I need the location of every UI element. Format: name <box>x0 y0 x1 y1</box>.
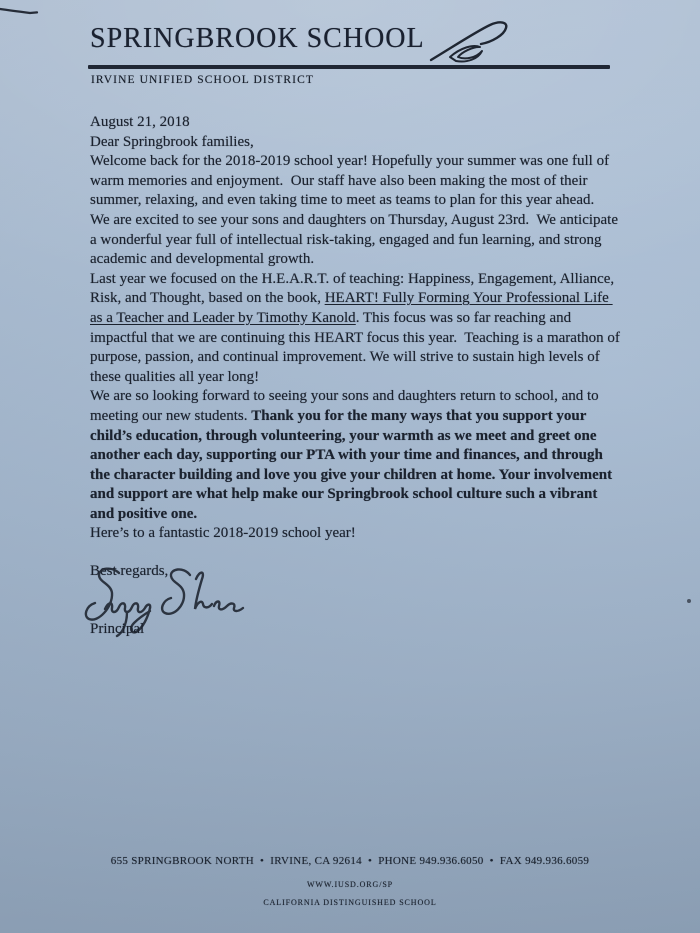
paragraph-welcome: Welcome back for the 2018-2019 school year! Hopefully your summer was one full of warm memories and enjoyment. Our staff have also been making the most of their summer, relaxing, and even taking time to meet as teams to plan for this year ahead. <box>90 153 613 209</box>
paragraph-thank-you: We are so looking forward to seeing your sons and daughters return to school, and to meeting our new students. Thank you for the many ways that you support your child’s education, through volunteering, your warmth as we meet and greet one another each day, supporting our PTA with your time and finances, and through the character building and love you give your children at home. Your involvement and support are what help make our Springbrook school culture such a vibrant and positive one. <box>90 388 616 522</box>
letter-date: August 21, 2018 <box>90 114 190 130</box>
salutation: Dear Springbrook families, <box>90 133 254 150</box>
letterhead-title-row <box>88 20 610 64</box>
school-name: SPRINGBROOK SCHOOL <box>90 23 425 54</box>
letterhead <box>88 20 610 86</box>
signature-title: Principal <box>90 620 145 637</box>
paragraph-heart-focus: Last year we focused on the H.E.A.R.T. of teaching: Happiness, Engagement, Alliance, Risk, and Thought, based on the book, HEART! Fully Forming Your Professional Life as a Teacher and Leader by Timothy Kanold. This focus was so far reaching and impactful that we are continuing this HEART focus this year. Teaching is a marathon of purpose, passion, and continual improvement. We will strive to sustain high levels of these qualities all year long! <box>90 270 624 385</box>
footer-distinction: CALIFORNIA DISTINGUISHED SCHOOL <box>263 898 437 907</box>
pen-mark-artifact <box>0 0 42 22</box>
signoff: Best regards, <box>90 563 169 580</box>
signature-block <box>90 562 622 639</box>
footer-address: 655 SPRINGBROOK NORTH • IRVINE, CA 92614 • PHONE 949.936.6050 • FAX 949.936.6059 <box>110 855 590 867</box>
district-name: IRVINE UNIFIED SCHOOL DISTRICT <box>91 74 314 86</box>
paragraph-first-day: We are excited to see your sons and daughters on Thursday, August 23rd. We anticipate a wonderful year full of intellectual risk-taking, engaged and fun learning, and strong academic and developmental growth. <box>90 211 622 268</box>
letterhead-rule <box>88 65 610 69</box>
footer-website: WWW.IUSD.ORG/SP <box>306 880 394 889</box>
letter-body <box>90 113 622 639</box>
letter-footer <box>0 855 700 907</box>
dust-speck <box>687 599 691 603</box>
closing-line: Here’s to a fantastic 2018-2019 school year! <box>90 525 356 542</box>
calligraphic-swoosh-icon <box>429 18 521 64</box>
